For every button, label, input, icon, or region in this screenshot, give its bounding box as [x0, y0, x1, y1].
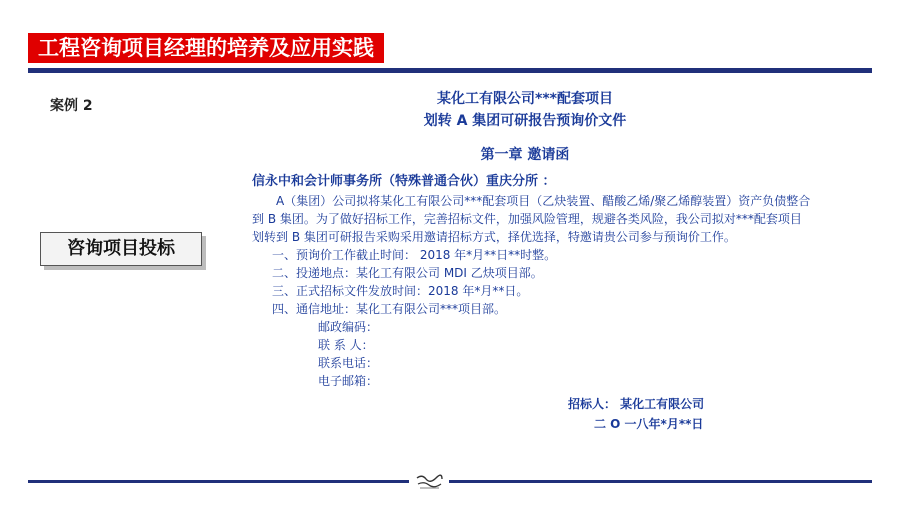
chapter-heading: 第一章 邀请函 [480, 147, 570, 163]
page-title: 工程咨询项目经理的培养及应用实践 [28, 33, 384, 63]
contact-phone: 联系电话： [318, 356, 379, 370]
case-label: 案例 2 [50, 98, 93, 114]
invitation-document [230, 88, 820, 434]
contact-list [318, 318, 820, 390]
section-tag: 咨询项目投标 [40, 232, 202, 266]
doc-title-line-1: 某化工有限公司***配套项目 [437, 91, 613, 107]
addressee: 信永中和会计师事务所（特殊普通合伙）重庆分所 ： [252, 174, 556, 189]
list-item: 二、投递地点：某化工有限公司 MDI 乙炔项目部。 [272, 266, 543, 280]
contact-email: 电子邮箱： [318, 374, 379, 388]
list-item: 一、预询价工作截止时间： 2018 年*月**日**时整。 [272, 248, 557, 262]
invitation-body: A（集团）公司拟将某化工有限公司***配套项目（乙炔装置、醋酸乙烯/聚乙烯醇装置）资产负债整合到 B 集团。为了做好招标工作，完善招标文件，加强风险管理，规避各类风险，我公司拟对***配套项目划转到 B 集团可研报告采购采用邀请招标方式，择优选择，特邀请贵公司参与预询价工作。 [252, 194, 811, 244]
logo-icon [414, 473, 444, 491]
contact-person: 联 系 人： [318, 338, 374, 352]
contact-postcode: 邮政编码： [318, 320, 379, 334]
footer-divider [28, 480, 872, 483]
list-item: 三、正式招标文件发放时间：2018 年*月**日。 [272, 284, 529, 298]
sign-date: 二 O 一八年*月**日 [594, 417, 704, 431]
signer: 招标人： 某化工有限公司 [568, 397, 705, 411]
company-logo [409, 471, 449, 493]
header-divider [28, 68, 872, 73]
doc-title-line-2: 划转 A 集团可研报告预询价文件 [423, 113, 627, 129]
list-item: 四、通信地址：某化工有限公司***项目部。 [272, 302, 507, 316]
item-list [272, 246, 820, 318]
